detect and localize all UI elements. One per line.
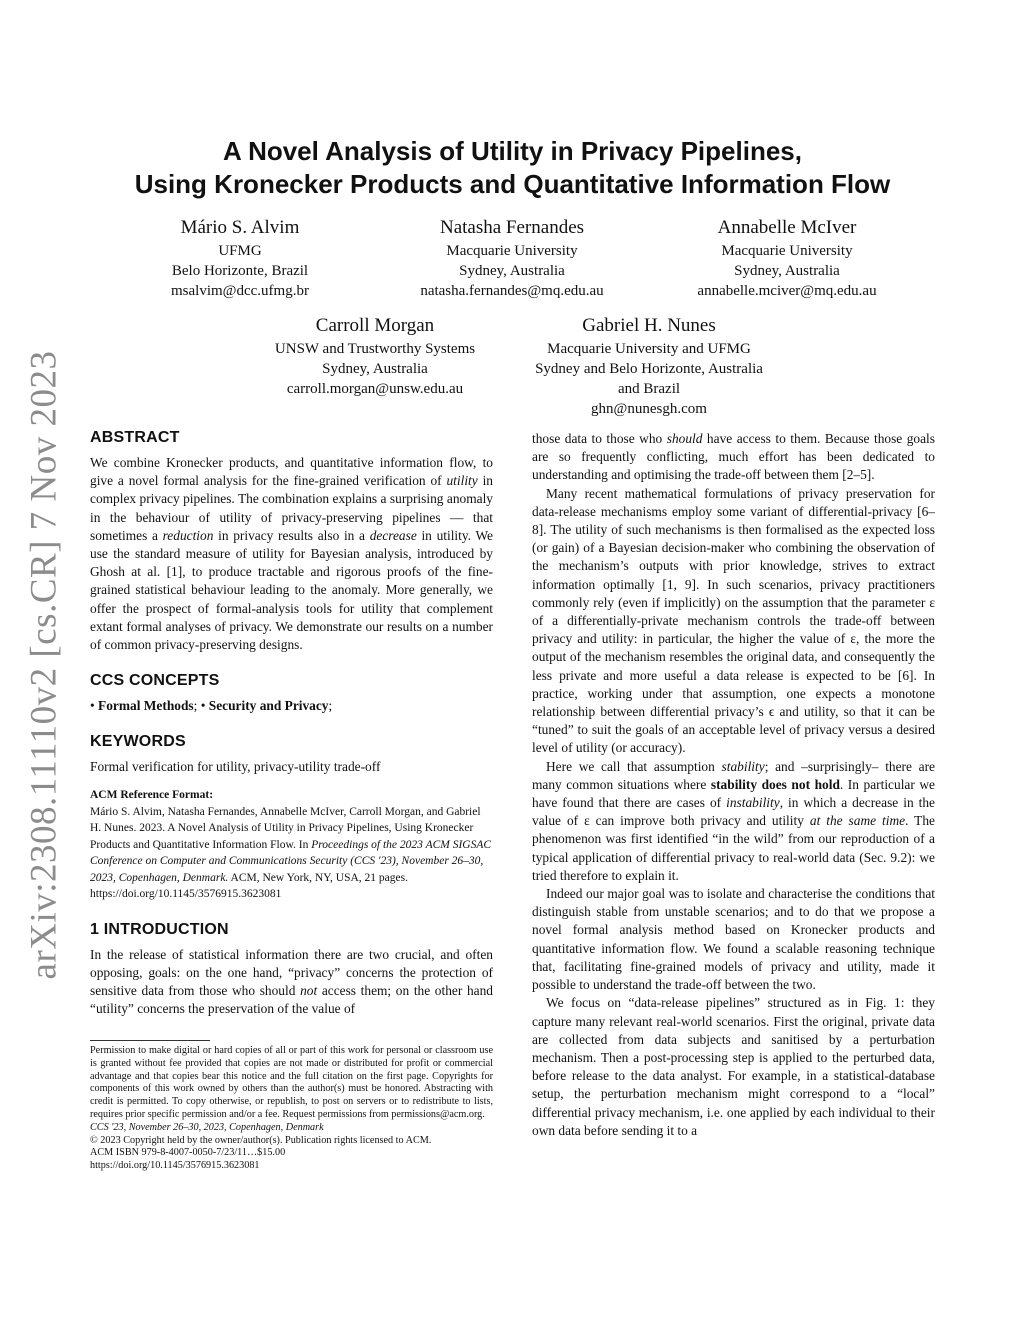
author-location: Sydney, Australia — [734, 263, 840, 279]
author-name: Gabriel H. Nunes — [582, 315, 716, 336]
paragraph: Indeed our major goal was to isolate and characterise the conditions that distinguish stable from unstable scenarios; and to do that we propose a novel formal analysis method based on Kronecker products and quantitative information flow. We found a scalable reasoning technique that, facilitating fine-grained models of privacy and utility, made it possible to understand the trade-off between the two. — [532, 886, 935, 993]
author-email[interactable]: ghn@nunesgh.com — [591, 401, 707, 417]
paragraph: Many recent mathematical formulations of privacy preservation for data-release mechanisms employ some variant of differential-privacy [6–8]. The utility of such mechanisms is then formalised as the expected loss (or gain) of a Bayesian decision-maker who combining the observation of the mechanism’s outputs with prior knowledge, strives to extract information optimally [1, 9]. In such scenarios, privacy practitioners commonly rely (even if implicitly) on the assumption that the parameter ε of a differentially-private mechanism controls the trade-off between privacy and utility: in particular, the higher the value of ε, the more the output of the mechanism resembles the original data, and consequently the less private and more useful a data release is expected to be [6]. In practice, working under that assumption, one expects a monotone relationship between differential privacy’s ϵ and utility, so that it can be “tuned” to suit the goals of an acceptable level of privacy versus a desired level of utility (or accuracy). — [532, 485, 935, 756]
right-column — [532, 430, 935, 1140]
ccs-concepts: • Formal Methods; • Security and Privacy; — [90, 698, 333, 714]
paper-title — [90, 135, 935, 201]
author-email[interactable]: carroll.morgan@unsw.edu.au — [286, 381, 464, 397]
author-name: Annabelle McIver — [717, 217, 857, 238]
author-block — [140, 214, 340, 301]
footnote — [90, 1045, 493, 1173]
abstract-text: We combine Kronecker products, and quantitative information flow, to give a novel formal analysis for the fine-grained verification of utility in complex privacy pipelines. The combination explains a surprising anomaly in the behaviour of utility of privacy-preserving pipelines — that sometimes a reduction in privacy results also in a decrease in utility. We use the standard measure of utility for Bayesian analysis, introduced by Ghosh at al. [1], to produce tractable and rigorous proofs of the fine-grained statistical behaviour leading to the anomaly. More generally, we offer the prospect of formal-analysis tools for utility that complement extant formal analyses of privacy. We demonstrate our results on a number of common privacy-preserving designs. — [90, 455, 493, 653]
isbn-line: ACM ISBN 979-8-4007-0050-7/23/11…$15.00 — [90, 1147, 286, 1159]
author-affiliation: Macquarie University and UFMG — [547, 341, 751, 357]
author-email[interactable]: msalvim@dcc.ufmg.br — [171, 283, 309, 299]
doi-link[interactable]: https://doi.org/10.1145/3576915.3623081 — [90, 1160, 260, 1172]
title-line-2: Using Kronecker Products and Quantitative Information Flow — [134, 169, 891, 199]
author-location: Sydney, Australia — [322, 361, 428, 377]
author-name: Natasha Fernandes — [439, 217, 585, 238]
author-location: and Brazil — [617, 381, 681, 397]
author-block — [509, 312, 789, 419]
paragraph: Here we call that assumption stability; and –surprisingly– there are many common situations where stability does not hold. In particular we have found that there are cases of instability, in which a decrease in the value of ε can improve both privacy and utility at the same time. The phenomenon was first identified “in the wild” from our reproduction of a typical application of differential privacy to real-world data (Sec. 9.2): we tried therefore to explain it. — [532, 758, 936, 883]
acm-ref-text: Mário S. Alvim, Natasha Fernandes, Annabelle McIver, Carroll Morgan, and Gabriel H. Nunes. 2023. A Novel Analysis of Utility in Privacy Pipelines, Using Kronecker Products and Quantitative Information Flow. In Proceedings of the 2023 ACM SIGSAC Conference on Computer and Communications Security (CCS '23), November 26–30, 2023, Copenhagen, Denmark. ACM, New York, NY, USA, 21 pages. https://doi.org/10.1145/3576915.3623081 — [90, 805, 492, 901]
author-email[interactable]: natasha.fernandes@mq.edu.au — [420, 283, 604, 299]
author-email[interactable]: annabelle.mciver@mq.edu.au — [697, 283, 877, 299]
permission-notice: Permission to make digital or hard copies of all or part of this work for personal or classroom use is granted without fee provided that copies are not made or distributed for profit or commercial advantage and that copies bear this notice and the full citation on the first page. Copyrights for components of this work owned by others than the author(s) must be honored. Abstracting with credit is permitted. To copy otherwise, or republish, to post on servers or to redistribute to lists, requires prior specific permission and/or a fee. Request permissions from permissions@acm.org. — [90, 1045, 493, 1120]
author-name: Mário S. Alvim — [180, 217, 300, 238]
footnote-rule — [90, 1040, 210, 1041]
abstract-heading: ABSTRACT — [90, 429, 180, 446]
paragraph: We focus on “data-release pipelines” structured as in Fig. 1: they capture many relevant real-world scenarios. First the original, private data are collected from data subjects and sanitised by a perturbation mechanism. Then a post-processing step is applied to the perturbed data, before release to the data analyst. For example, in a statistical-database setup, the perturbation mechanism might correspond to a “local” differential privacy mechanism, i.e. one applied by each individual to their own data before sending it to a — [532, 995, 935, 1138]
left-column — [90, 428, 493, 1019]
copyright-line: © 2023 Copyright held by the owner/author(s). Publication rights licensed to ACM. — [90, 1134, 432, 1146]
acm-ref-heading: ACM Reference Format: — [90, 788, 214, 801]
title-line-1: A Novel Analysis of Utility in Privacy Pipelines, — [223, 136, 802, 166]
author-affiliation: Macquarie University — [721, 243, 853, 259]
keywords-text: Formal verification for utility, privacy-utility trade-off — [90, 759, 381, 775]
paragraph: those data to those who should have access to them. Because those goals are so frequently conflicting, much effort has been dedicated to understanding and optimising the trade-off between them [2–5]. — [532, 431, 935, 483]
author-block — [250, 312, 500, 399]
intro-text: In the release of statistical information there are two crucial, and often opposing, goals: on the one hand, “privacy” concerns the protection of sensitive data from those who should not access them; on the other hand “utility” concerns the preservation of the value of — [90, 946, 493, 1017]
author-block — [667, 214, 907, 301]
keywords-heading: KEYWORDS — [90, 733, 186, 751]
author-block — [392, 214, 632, 301]
author-name: Carroll Morgan — [315, 315, 435, 336]
author-location: Belo Horizonte, Brazil — [171, 263, 309, 279]
author-location: Sydney and Belo Horizonte, Australia — [535, 361, 763, 377]
conference-info: CCS '23, November 26–30, 2023, Copenhagen, Denmark — [90, 1121, 324, 1133]
intro-heading: 1 INTRODUCTION — [90, 920, 229, 938]
author-affiliation: UFMG — [218, 243, 262, 259]
author-affiliation: UNSW and Trustworthy Systems — [274, 341, 476, 357]
ccs-heading: CCS CONCEPTS — [90, 672, 220, 690]
author-location: Sydney, Australia — [459, 263, 565, 279]
author-affiliation: Macquarie University — [446, 243, 578, 259]
